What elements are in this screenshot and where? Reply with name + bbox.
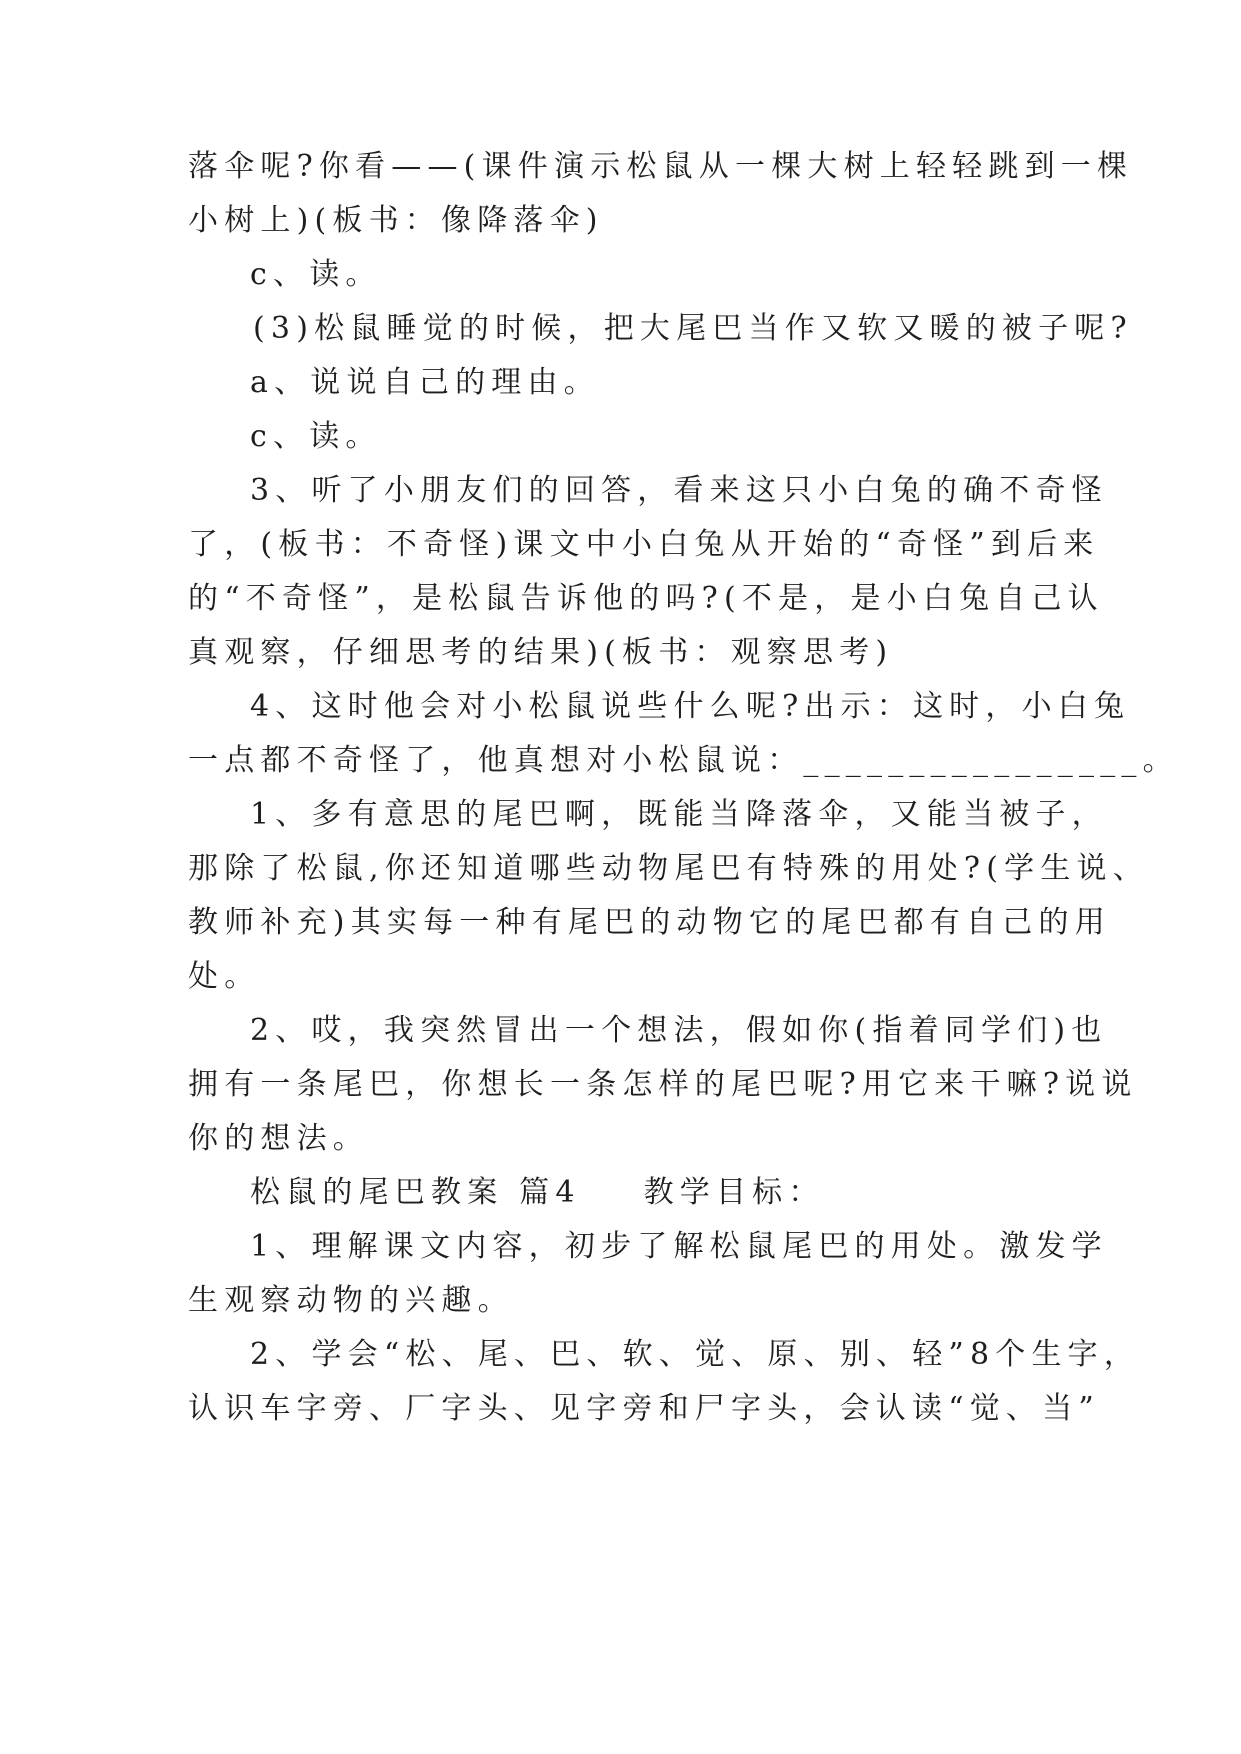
text-line: a、说说自己的理由。	[250, 365, 600, 400]
text-line: 2、学会“松、尾、巴、软、觉、原、别、轻”8个生字，	[250, 1337, 1141, 1372]
text-line: 落伞呢?你看——(课件演示松鼠从一棵大树上轻轻跳到一棵	[188, 149, 1134, 184]
text-line: 一点都不奇怪了，他真想对小松鼠说：________________。	[188, 743, 1179, 778]
text-line: 生观察动物的兴趣。	[188, 1283, 514, 1318]
text-line: 那除了松鼠,你还知道哪些动物尾巴有特殊的用处?(学生说、	[188, 851, 1149, 886]
text-line: 真观察，仔细思考的结果)(板书：观察思考)	[188, 635, 894, 670]
text-line: 3、听了小朋友们的回答，看来这只小白兔的确不奇怪	[250, 473, 1108, 508]
text-line: 4、这时他会对小松鼠说些什么呢?出示：这时，小白兔	[250, 689, 1131, 724]
text-line: 2、哎，我突然冒出一个想法，假如你(指着同学们)也	[250, 1013, 1108, 1048]
section-heading: 松鼠的尾巴教案 篇4 教学目标：	[250, 1175, 825, 1210]
text-line: (3)松鼠睡觉的时候，把大尾巴当作又软又暖的被子呢?	[253, 311, 1133, 346]
text-line: 拥有一条尾巴，你想长一条怎样的尾巴呢?用它来干嘛?说说	[188, 1067, 1138, 1102]
text-line: c、读。	[250, 257, 382, 292]
text-line: 的“不奇怪”，是松鼠告诉他的吗?(不是，是小白兔自己认	[188, 581, 1104, 616]
text-line: 1、多有意思的尾巴啊，既能当降落伞，又能当被子，	[250, 797, 1108, 832]
text-line: 你的想法。	[188, 1121, 369, 1156]
text-line: 1、理解课文内容，初步了解松鼠尾巴的用处。激发学	[250, 1229, 1108, 1264]
text-line: 处。	[188, 959, 261, 994]
text-line: 教师补充)其实每一种有尾巴的动物它的尾巴都有自己的用	[188, 905, 1111, 940]
text-line: 小树上)(板书：像降落伞)	[188, 203, 604, 238]
text-line: c、读。	[250, 419, 382, 454]
text-line: 认识车字旁、厂字头、见字旁和尸字头，会认读“觉、当”	[188, 1391, 1100, 1426]
text-line: 了，(板书：不奇怪)课文中小白兔从开始的“奇怪”到后来	[188, 527, 1100, 562]
